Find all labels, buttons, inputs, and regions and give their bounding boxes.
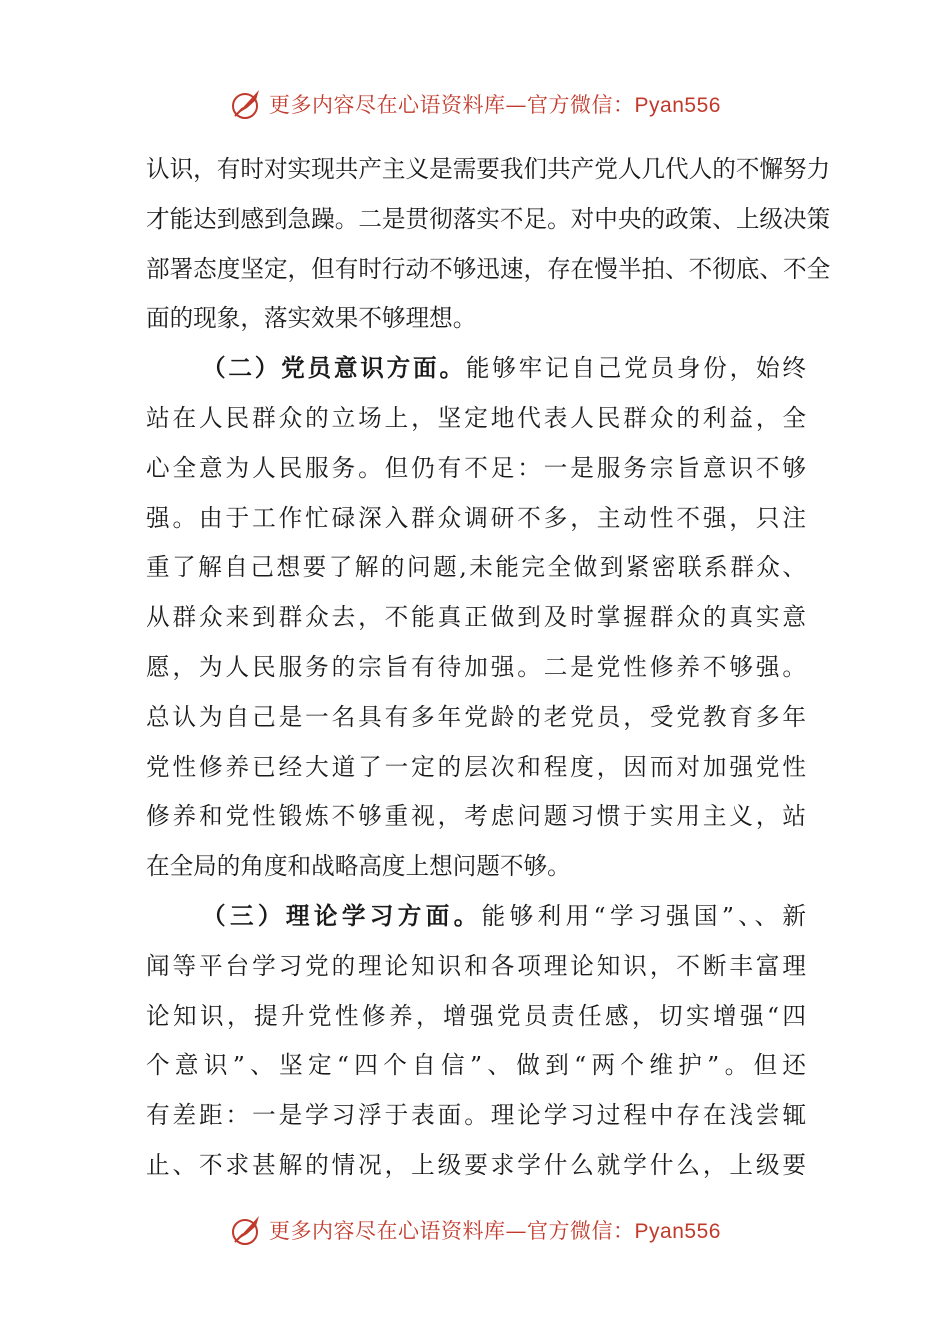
text-line: 心全意为人民服务。但仍有不足：一是服务宗旨意识不够	[146, 453, 806, 482]
text-line: 认识，有时对实现共产主义是需要我们共产党人几代人的不懈努力	[146, 155, 831, 183]
text-line: 愿，为人民服务的宗旨有待加强。二是党性修养不够强。	[146, 652, 806, 681]
document-body	[146, 145, 831, 1191]
text-line: （三）理论学习方面。能够利用“学习强国”、、新	[202, 901, 807, 930]
text-line: 论知识，提升党性修养，增强党员责任感，切实增强“四	[146, 1001, 806, 1030]
text-line: 有差距：一是学习浮于表面。理论学习过程中存在浅尝辄	[146, 1101, 806, 1130]
text-line: 在全局的角度和战略高度上想问题不够。	[146, 852, 571, 881]
text-line: （二）党员意识方面。能够牢记自己党员身份，始终	[202, 354, 807, 383]
text-line: 面的现象，落实效果不够理想。	[146, 304, 477, 333]
text-line: 个意识”、坚定“四个自信”、做到“两个维护”。但还	[146, 1051, 806, 1080]
header-banner	[0, 84, 950, 124]
footer-banner	[0, 1210, 950, 1250]
banner-text: 更多内容尽在心语资料库—官方微信：Pyan556	[269, 1219, 721, 1243]
text-line: 总认为自己是一名具有多年党龄的老党员，受党教育多年	[146, 702, 806, 731]
text-line: 站在人民群众的立场上，坚定地代表人民群众的利益，全	[146, 403, 806, 432]
text-line: 才能达到感到急躁。二是贯彻落实不足。对中央的政策、上级决策	[146, 204, 831, 233]
quill-logo-icon	[229, 1212, 265, 1248]
banner-text: 更多内容尽在心语资料库—官方微信：Pyan556	[269, 93, 721, 117]
text-line: 党性修养已经大道了一定的层次和程度，因而对加强党性	[146, 752, 806, 781]
quill-logo-icon	[229, 86, 265, 122]
paragraph-1	[146, 145, 831, 344]
text-line: 重了解自己想要了解的问题,未能完全做到紧密联系群众、	[146, 553, 806, 582]
text-line: 从群众来到群众去，不能真正做到及时掌握群众的真实意	[146, 603, 806, 632]
section-heading: （二）党员意识方面。	[202, 354, 466, 383]
text-line: 闻等平台学习党的理论知识和各项理论知识，不断丰富理	[146, 951, 806, 980]
text-line: 修养和党性锻炼不够重视，考虑问题习惯于实用主义，站	[146, 802, 806, 831]
section-heading: （三）理论学习方面。	[202, 901, 482, 930]
text-line: 部署态度坚定，但有时行动不够迅速，存在慢半拍、不彻底、不全	[146, 254, 831, 283]
text-line: 止、不求甚解的情况，上级要求学什么就学什么，上级要	[146, 1150, 806, 1179]
paragraph-2	[146, 344, 806, 892]
paragraph-3	[146, 892, 806, 1191]
text-line: 强。由于工作忙碌深入群众调研不多，主动性不强，只注	[146, 503, 806, 532]
